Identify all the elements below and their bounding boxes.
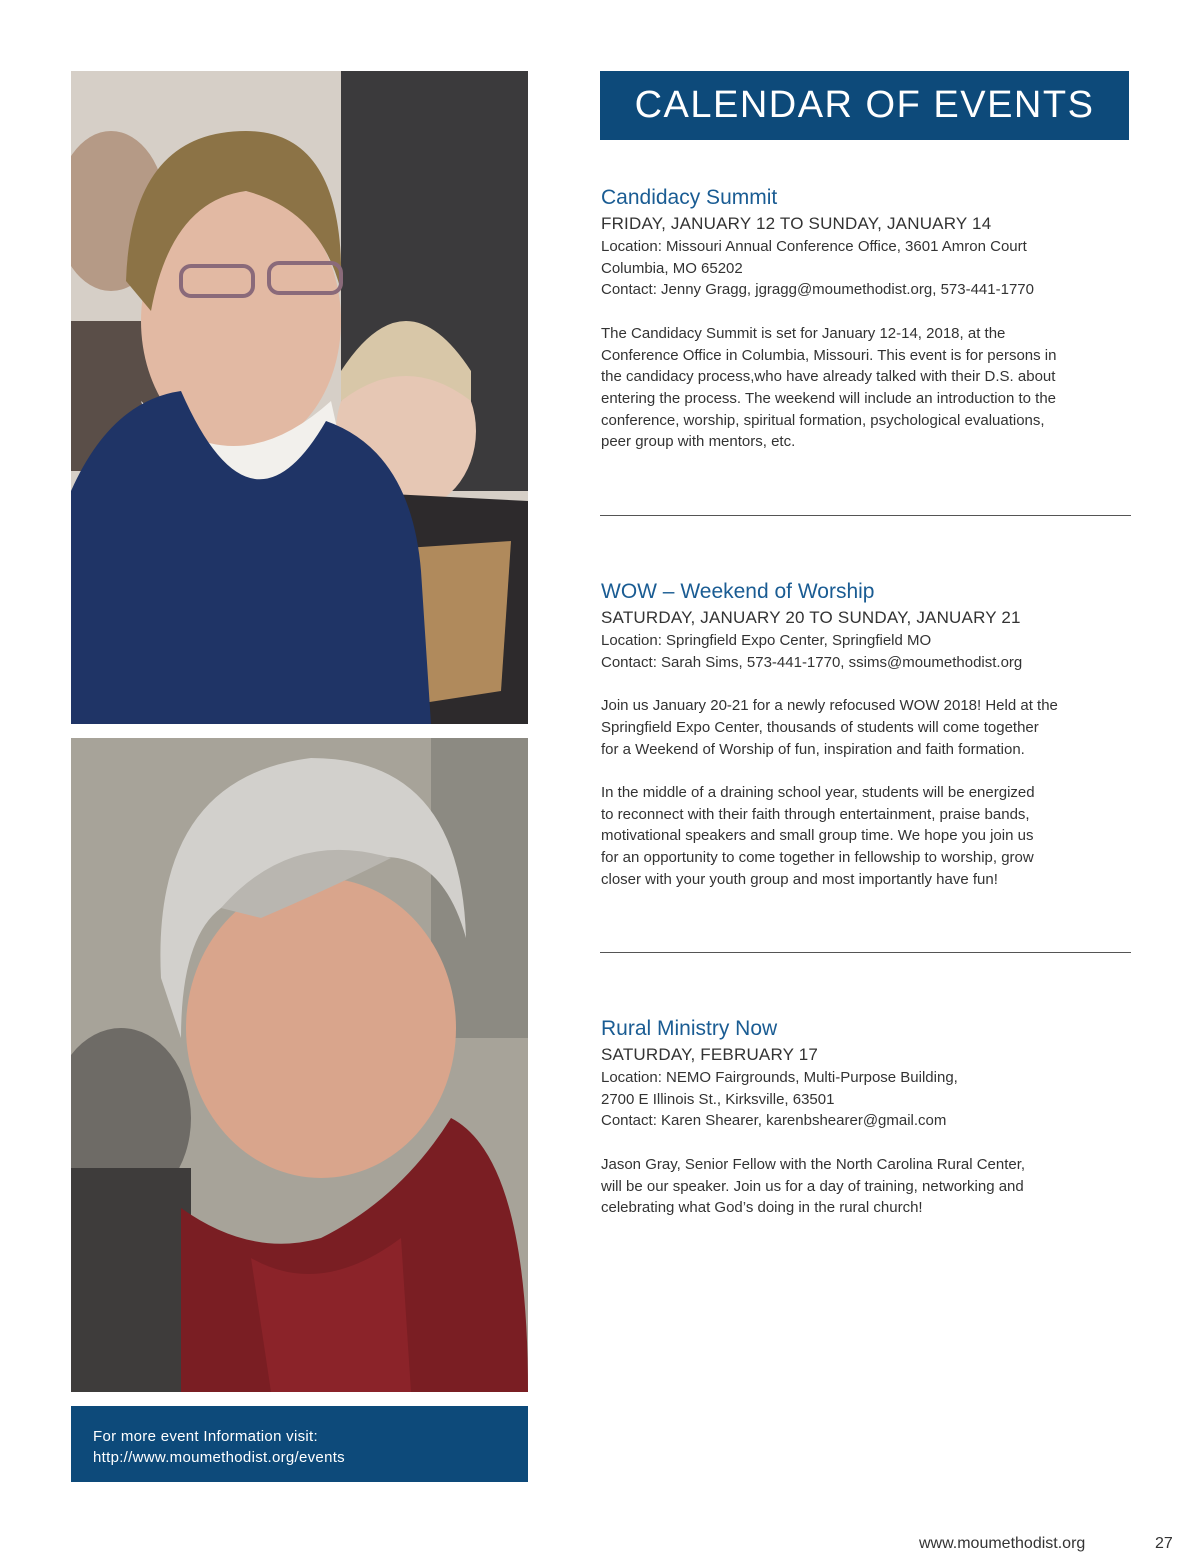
event-weekend-of-worship xyxy=(601,578,1136,890)
desc-line: motivational speakers and small group time. We hope you join us xyxy=(601,827,1034,845)
event-meta xyxy=(601,236,1136,301)
desc-line: celebrating what God’s doing in the rural church! xyxy=(601,1199,923,1217)
desc-line: will be our speaker. Join us for a day of training, networking and xyxy=(601,1177,1024,1195)
event-title: WOW – Weekend of Worship xyxy=(601,580,875,603)
event-contact: Contact: Sarah Sims, 573-441-1770, ssims@moumethodist.org xyxy=(601,653,1023,671)
event-contact: Contact: Karen Shearer, karenbshearer@gmail.com xyxy=(601,1112,947,1130)
event-candidacy-summit xyxy=(601,184,1136,453)
more-info-box xyxy=(71,1406,528,1482)
desc-line: for a Weekend of Worship of fun, inspiration and faith formation. xyxy=(601,740,1025,758)
desc-line: entering the process. The weekend will include an introduction to the xyxy=(601,389,1057,407)
more-info-link[interactable]: http://www.moumethodist.org/events xyxy=(93,1449,345,1466)
event-location: Location: Springfield Expo Center, Springfield MO xyxy=(601,632,932,649)
event-location-address: 2700 E Illinois St., Kirksville, 63501 xyxy=(601,1090,835,1108)
event-title: Rural Ministry Now xyxy=(601,1017,778,1040)
section-divider xyxy=(600,952,1131,953)
desc-line: Conference Office in Columbia, Missouri. This event is for persons in xyxy=(601,346,1057,364)
event-photo-man xyxy=(71,738,528,1392)
event-date: FRIDAY, JANUARY 12 TO SUNDAY, JANUARY 14 xyxy=(601,214,992,233)
event-rural-ministry-now xyxy=(601,1015,1136,1219)
desc-line: conference, worship, spiritual formation, psychological evaluations, xyxy=(601,411,1045,429)
desc-line: In the middle of a draining school year, students will be energized xyxy=(601,783,1035,801)
desc-line: to reconnect with their faith through entertainment, praise bands, xyxy=(601,805,1030,823)
desc-line: the candidacy process,who have already talked with their D.S. about xyxy=(601,368,1056,386)
event-location-city: Columbia, MO 65202 xyxy=(601,259,743,277)
event-meta xyxy=(601,1067,1136,1132)
event-description xyxy=(601,695,1136,760)
event-date: SATURDAY, FEBRUARY 17 xyxy=(601,1045,819,1064)
event-description xyxy=(601,323,1136,453)
desc-line: closer with your youth group and most importantly have fun! xyxy=(601,870,998,888)
section-divider xyxy=(600,515,1131,516)
desc-line: Springfield Expo Center, thousands of students will come together xyxy=(601,718,1039,736)
event-description xyxy=(601,1154,1136,1219)
event-date: SATURDAY, JANUARY 20 TO SUNDAY, JANUARY 21 xyxy=(601,608,1021,627)
desc-line: Join us January 20-21 for a newly refocused WOW 2018! Held at the xyxy=(601,697,1058,715)
event-meta xyxy=(601,630,1136,673)
desc-line: for an opportunity to come together in fellowship to worship, grow xyxy=(601,849,1034,866)
event-location: Location: Missouri Annual Conference Office, 3601 Amron Court xyxy=(601,238,1027,255)
desc-line: The Candidacy Summit is set for January 12-14, 2018, at the xyxy=(601,324,1006,342)
event-description xyxy=(601,782,1136,891)
desc-line: peer group with mentors, etc. xyxy=(601,433,796,451)
desc-line: Jason Gray, Senior Fellow with the North Carolina Rural Center, xyxy=(601,1155,1026,1173)
more-info-text: For more event Information visit: xyxy=(93,1428,318,1445)
event-photo-woman xyxy=(71,71,528,724)
page-title: CALENDAR OF EVENTS xyxy=(600,71,1129,140)
footer-url[interactable]: www.moumethodist.org xyxy=(919,1535,1086,1552)
event-title: Candidacy Summit xyxy=(601,186,778,209)
page-number: 27 xyxy=(1155,1535,1173,1552)
event-location: Location: NEMO Fairgrounds, Multi-Purpose Building, xyxy=(601,1069,958,1086)
event-contact: Contact: Jenny Gragg, jgragg@moumethodist.org, 573-441-1770 xyxy=(601,281,1034,299)
